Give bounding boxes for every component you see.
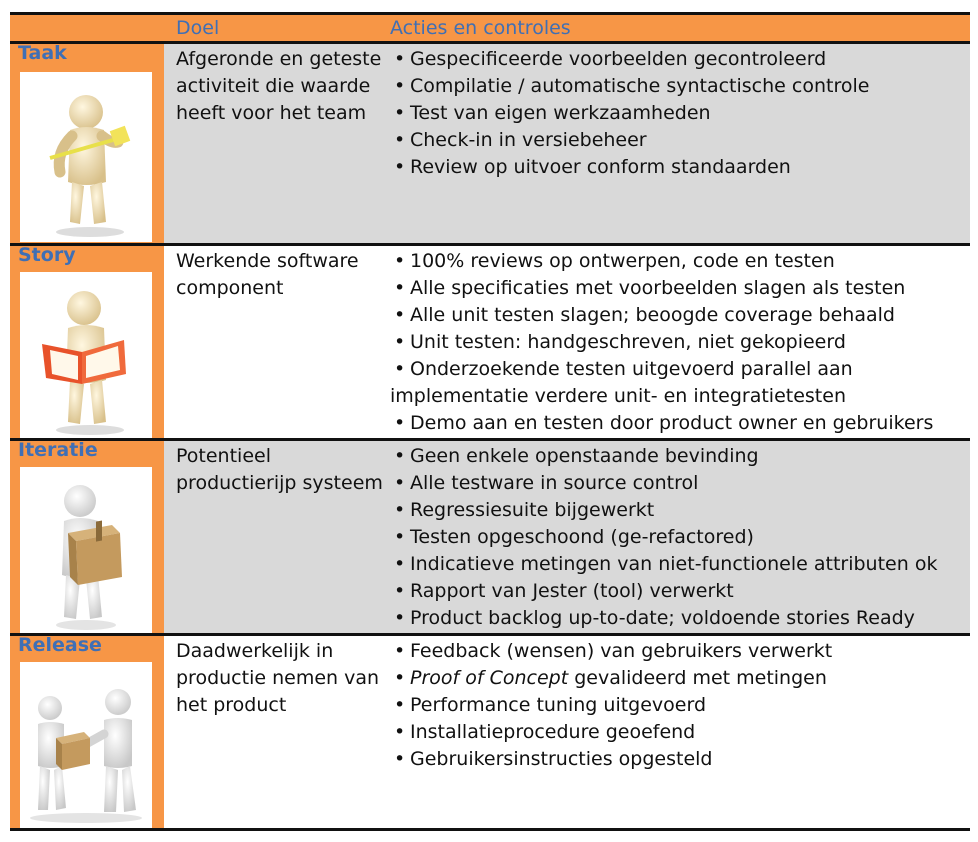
row-release [10, 636, 970, 828]
list-item: • Regressiesuite bijgewerkt [394, 499, 655, 521]
list-item: • 100% reviews op ontwerpen, code en testen [394, 250, 835, 272]
figure-holding-box-icon [20, 467, 152, 633]
list-item: • Product backlog up-to-date; voldoende stories Ready [394, 607, 915, 629]
actions-release [390, 638, 970, 828]
list-item: • Onderzoekende testen uitgevoerd parallel aan implementatie verdere unit- en integratietesten [390, 358, 853, 407]
row-label-taak: Taak [18, 42, 67, 64]
goal-iteratie: Potentieel productierijp systeem [176, 445, 383, 494]
list-item: • Demo aan en testen door product owner en gebruikers [394, 412, 934, 434]
actions-story [390, 248, 970, 438]
header-acties: Acties en controles [390, 17, 571, 39]
row-label-story: Story [18, 244, 76, 266]
figure-reading-book-icon [20, 272, 152, 438]
two-figures-handing-box-icon [20, 662, 152, 828]
goal-taak: Afgeronde en geteste activiteit die waarde heeft voor het team [176, 48, 382, 124]
list-item: • Check-in in versiebeheer [394, 129, 647, 151]
table-header [10, 12, 970, 44]
actions-taak [390, 46, 970, 243]
list-item: • Alle specificaties met voorbeelden slagen als testen [394, 277, 906, 299]
list-item: • Test van eigen werkzaamheden [394, 102, 711, 124]
list-item: • Feedback (wensen) van gebruikers verwerkt [394, 640, 833, 662]
list-item: • Rapport van Jester (tool) verwerkt [394, 580, 734, 602]
list-item: • Alle testware in source control [394, 472, 699, 494]
list-item: • Proof of Concept gevalideerd met metingen [394, 667, 827, 689]
header-doel: Doel [176, 17, 220, 39]
goal-story: Werkende software component [176, 250, 359, 299]
row-label-iteratie: Iteratie [18, 439, 98, 461]
row-iteratie [10, 441, 970, 633]
actions-iteratie [390, 443, 970, 633]
list-item: • Indicatieve metingen van niet-functionele attributen ok [394, 553, 938, 575]
row-taak [10, 44, 970, 243]
row-label-release: Release [18, 634, 102, 656]
list-item: • Gebruikersinstructies opgesteld [394, 748, 713, 770]
list-item: • Review op uitvoer conform standaarden [394, 156, 791, 178]
list-item: • Testen opgeschoond (ge-refactored) [394, 526, 754, 548]
list-item: • Compilatie / automatische syntactische controle [394, 75, 870, 97]
table-bottom-border [10, 828, 970, 831]
list-item: • Geen enkele openstaande bevinding [394, 445, 759, 467]
row-story [10, 246, 970, 438]
list-item: • Unit testen: handgeschreven, niet gekopieerd [394, 331, 846, 353]
list-item: • Alle unit testen slagen; beoogde coverage behaald [394, 304, 895, 326]
list-item: • Performance tuning uitgevoerd [394, 694, 707, 716]
list-item: • Installatieprocedure geoefend [394, 721, 696, 743]
figure-with-tape-measure-icon [20, 72, 152, 242]
list-item: • Gespecificeerde voorbeelden gecontroleerd [394, 48, 827, 70]
goal-release: Daadwerkelijk in productie nemen van het product [176, 640, 380, 716]
